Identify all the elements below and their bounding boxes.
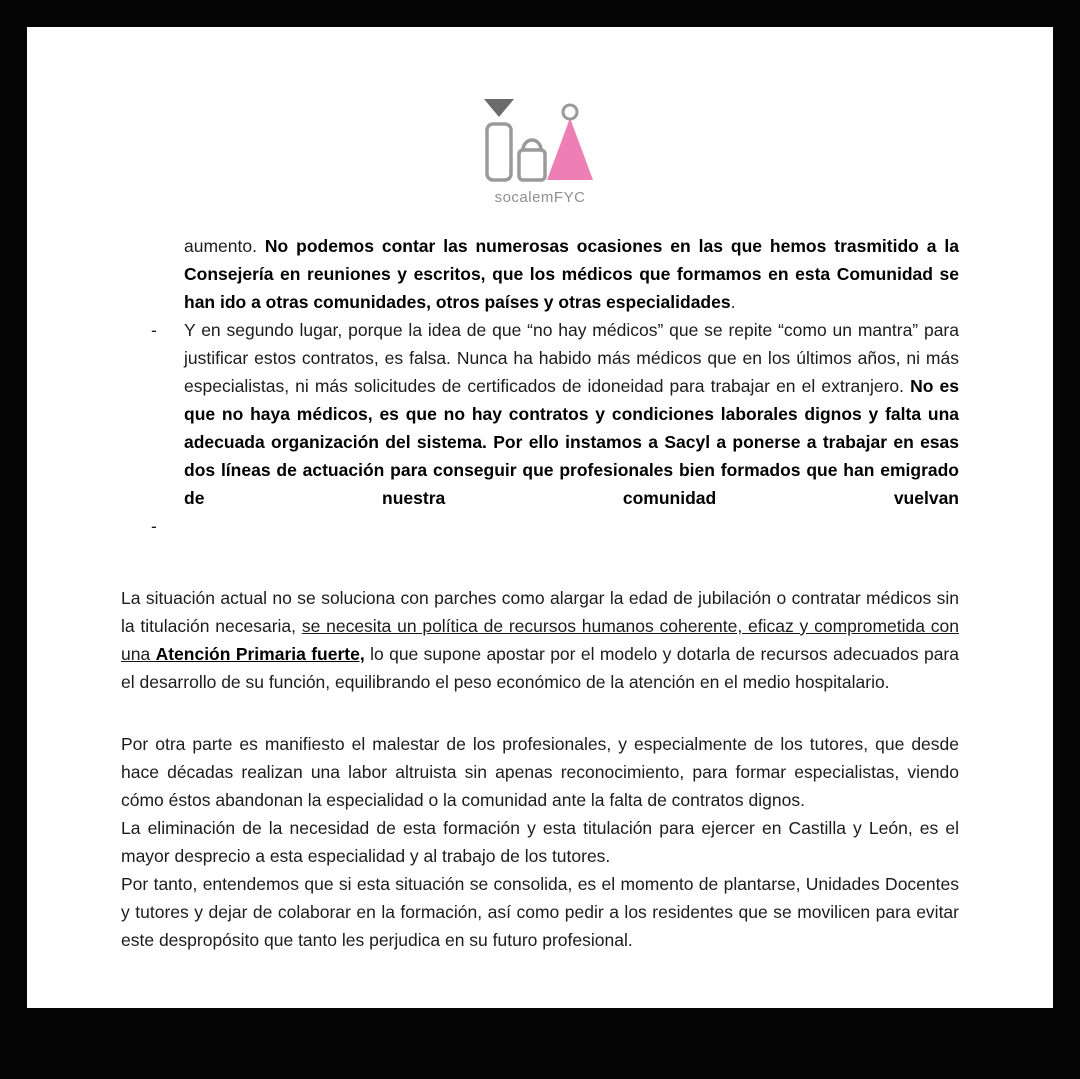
logo-pink-triangle bbox=[547, 118, 593, 180]
text-bold: No es que no haya médicos, es que no hay contratos y condiciones laborales dignos y falta una adecuada organización del sistema. Por ello instamos a Sacyl a ponerse a trabajar en esas dos líneas de actuación para conseguir que profesionales bien formados que han emigrado de nuestra comunidad vuelvan bbox=[184, 376, 959, 508]
paragraph-eliminacion: La eliminación de la necesidad de esta formación y esta titulación para ejercer en Castilla y León, es el mayor desprecio a esta especialidad y al trabajo de los tutores. bbox=[121, 818, 959, 866]
list-item-text bbox=[184, 512, 959, 540]
paragraph-situacion bbox=[121, 584, 959, 696]
socalemfyc-logo-icon bbox=[482, 97, 598, 185]
paragraph-por-tanto: Por tanto, entendemos que si esta situación se consolida, es el momento de plantarse, Unidades Docentes y tutores y dejar de colaborar en la formación, así como pedir a los residentes que se movilicen para evitar este despropósito que tanto les perjudica en su futuro profesional. bbox=[121, 874, 959, 950]
text-bold: No podemos contar las numerosas ocasiones en las que hemos trasmitido a la Consejería en reuniones y escritos, que los médicos que formamos en esta Comunidad se han ido a otras comunidades, otros países y otras especialidades bbox=[184, 236, 960, 312]
logo bbox=[121, 97, 959, 206]
list-item-empty bbox=[151, 512, 959, 540]
text-plain: La situación actual no se soluciona con parches como alargar la edad de jubilación o contratar médicos sin la titulación necesaria, bbox=[121, 588, 959, 636]
list-marker: - bbox=[151, 516, 157, 536]
logo-caption: socalemFYC bbox=[494, 189, 586, 206]
list-item-text bbox=[184, 316, 959, 512]
paragraph-malestar: Por otra parte es manifiesto el malestar de los profesionales, y especialmente de los tutores, que desde hace décadas realizan una labor altruista sin apenas reconocimiento, para formar especialistas, viendo cómo éstos abandonan la especialidad o la comunidad ante la falta de contratos dignos. bbox=[121, 734, 959, 810]
text-plain: aumento. bbox=[184, 236, 265, 256]
logo-tall-rect bbox=[487, 124, 511, 180]
list-item-aumento bbox=[151, 232, 959, 316]
document-page bbox=[27, 27, 1053, 1008]
text-bold-underline: Atención Primaria fuerte, bbox=[155, 644, 365, 664]
list-marker: - bbox=[151, 320, 157, 340]
logo-lock-body bbox=[519, 150, 545, 180]
text-plain: Y en segundo lugar, porque la idea de que “no hay médicos” que se repite “como un mantra” para justificar estos contratos, es falsa. Nunca ha habido más médicos que en los últimos años, ni más especialistas, ni más solicitudes de certificados de idoneidad para trabajar en el extranjero. bbox=[184, 320, 959, 396]
text-plain: lo que supone apostar por el modelo y dotarla de recursos adecuados para el desarrollo de su función, equilibrando el peso económico de la atención en el medio hospitalario. bbox=[121, 644, 959, 692]
text-underline: se necesita un política de recursos humanos coherente, eficaz y comprometida con una bbox=[121, 616, 959, 664]
list-item-segundo-lugar bbox=[151, 316, 959, 512]
document-content bbox=[121, 232, 959, 954]
logo-triangle-down bbox=[484, 99, 514, 117]
logo-apex-circle bbox=[563, 105, 577, 119]
text-plain: . bbox=[730, 292, 736, 312]
list-marker bbox=[151, 232, 184, 316]
list-item-text bbox=[184, 232, 959, 316]
